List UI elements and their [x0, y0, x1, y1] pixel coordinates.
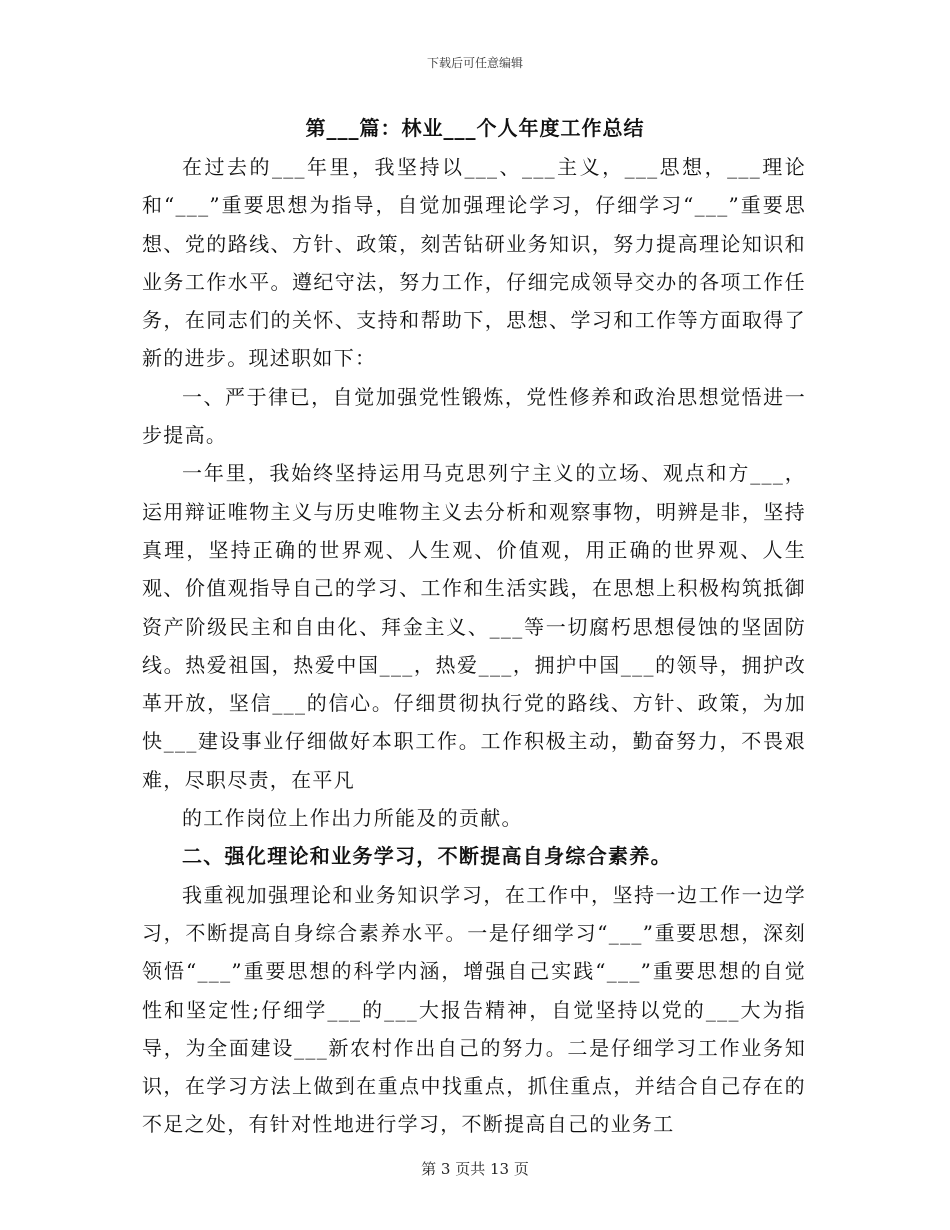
section-heading-2: 二、强化理论和业务学习，不断提高自身综合素养。 [182, 844, 672, 869]
paragraph-section-1: 一年里，我始终坚持运用马克思列宁主义的立场、观点和方___，运用辩证唯物主义与历史唯物主义去分析和观察事物，明辨是非，坚持真理，坚持正确的世界观、人生观、价值观，用正确的世界观、人生观、价值观指导自己的学习、工作和生活实践，在思想上积极构筑抵御资产阶级民主和自由化、拜金主义、___等一切腐朽思想侵蚀的坚固防线。热爱祖国，热爱中国___，热爱___，拥护中国___的领导，拥护改革开放，坚信___的信心。仔细贯彻执行党的路线、方针、政策，为加快___建设事业仔细做好本职工作。工作积极主动，勤奋努力，不畏艰难，尽职尽责，在平凡 [142, 461, 806, 792]
paragraph-section-2: 我重视加强理论和业务知识学习，在工作中，坚持一边工作一边学习，不断提高自身综合素养水平。一是仔细学习“___”重要思想，深刻领悟“___”重要思想的科学内涵，增强自己实践“___”重要思想的自觉性和坚定性;仔细学___的___大报告精神，自觉坚持以党的___大为指导，为全面建设___新农村作出自己的努力。二是仔细学习工作业务知识，在学习方法上做到在重点中找重点，抓住重点，并结合自己存在的不足之处，有针对性地进行学习，不断提高自己的业务工 [142, 882, 806, 1137]
paragraph-intro: 在过去的___年里，我坚持以___、___主义，___思想，___理论和“___”重要思想为指导，自觉加强理论学习，仔细学习“___”重要思想、党的路线、方针、政策，刻苦钻研业务知识，努力提高理论知识和业务工作水平。遵纪守法，努力工作，仔细完成领导交办的各项工作任务，在同志们的关怀、支持和帮助下，思想、学习和工作等方面取得了新的进步。现述职如下： [142, 155, 806, 371]
document-title: 第___篇：林业___个人年度工作总结 [305, 116, 645, 140]
section-heading-1: 一、严于律已，自觉加强党性锻炼，党性修养和政治思想觉悟进一步提高。 [142, 384, 806, 448]
page-header: 下载后可任意编辑 [426, 56, 523, 70]
document-body [142, 148, 806, 1144]
page-number: 第 3 页共 13 页 [421, 1160, 529, 1178]
paragraph-continuation: 的工作岗位上作出力所能及的贡献。 [182, 806, 523, 831]
